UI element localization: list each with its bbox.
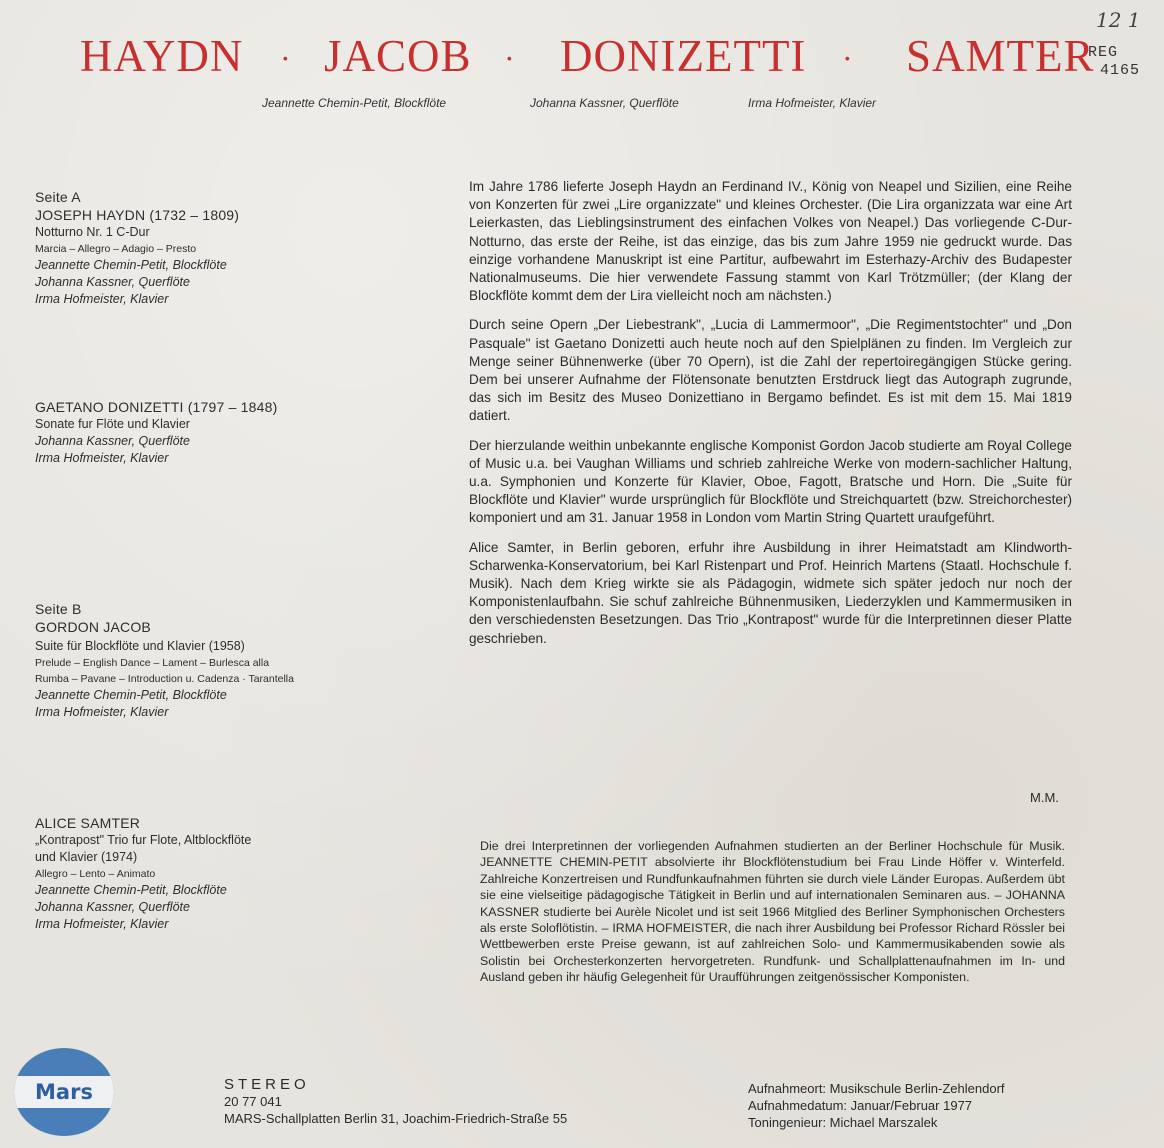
performer-2: Johanna Kassner, Querflöte: [530, 96, 679, 110]
composer-dates: (1732 – 1809): [149, 207, 240, 223]
work-title: „Kontrapost" Trio fur Flote, Altblockflöte: [35, 833, 252, 847]
movements: Allegro – Lento – Animato: [35, 868, 156, 880]
mars-logo: [14, 1048, 114, 1136]
notes-author: M.M.: [1030, 790, 1059, 805]
catalog-number: 20 77 041: [224, 1094, 282, 1109]
label-address: MARS-Schallplatten Berlin 31, Joachim-Friedrich-Straße 55: [224, 1111, 568, 1126]
performer: Johanna Kassner, Querflöte: [35, 275, 190, 289]
logo-text: Mars: [35, 1080, 93, 1104]
jacob-block: [35, 600, 435, 721]
performer: Johanna Kassner, Querflöte: [35, 434, 190, 448]
side-b-label: Seite B: [35, 601, 82, 617]
haydn-block: [35, 188, 435, 308]
performer-3: Irma Hofmeister, Klavier: [748, 96, 877, 110]
notes-paragraph-samter: Alice Samter, in Berlin geboren, erfuhr ihre Ausbildung in ihrer Heimatstadt am Klindworth-Scharwenka-Konservatorium, bei Karl Ristenpart und Prof. Heinrich Martens (Staatl. Hochschule f. Musik). Nach dem Krieg wirkte sie als Pädagogin, widmete sich später jedoch nur noch der Komponistenlaufbahn. Sie schuf zahlreiche Bühnenmusiken, Liederzyklen und Kammermusiken in den verschiedensten Besetzungen. Das Trio „Kontrapost" wurde für die Interpretinnen dieser Platte geschrieben.: [469, 539, 1072, 646]
composer-name: GORDON JACOB: [35, 619, 151, 635]
performer: Irma Hofmeister, Klavier: [35, 705, 169, 719]
stamp-line-1: REG: [1088, 44, 1119, 61]
title-jacob: JACOB: [324, 31, 472, 81]
donizetti-block: [35, 398, 435, 467]
movements: Marcia – Allegro – Adagio – Presto: [35, 243, 197, 255]
composer-name: JOSEPH HAYDN: [35, 207, 146, 223]
performer: Irma Hofmeister, Klavier: [35, 917, 169, 931]
haydn-heading: [35, 206, 435, 224]
performer: Jeannette Chemin-Petit, Blockflöte: [35, 688, 227, 702]
performer: Jeannette Chemin-Petit, Blockflöte: [35, 883, 227, 897]
performers-bio: Die drei Interpretinnen der vorliegenden Aufnahmen studierten an der Berliner Hochschule für Musik. JEANNETTE CHEMIN-PETIT absolvierte ihr Blockflötenstudium bei Frau Linde Höffer v. Winterfeld. Zahlreiche Konzertreisen und Rundfunkaufnahmen führten sie durch viele Länder Europas. Außerdem übt sie eine vielseitige pädagogische Tätigkeit in Berlin und auf internationalen Seminaren aus. – JOHANNA KASSNER studierte bei Aurèle Nicolet und ist seit 1966 Mitglied des Berliner Symphonischen Orchesters als erste Soloflötistin. – IRMA HOFMEISTER, die nach ihrer Ausbildung bei Professor Richard Rössler bei Wettbewerben erste Preise gewann, ist auf zahlreichen Solo- und Kammermusikabenden sowie als Solistin bei Orchesterkonzerten hervorgetreten. Rundfunk- und Schallplattenaufnahmen im In- und Ausland geben ihr häufig Gelegenheit für Uraufführungen zeitgenössischer Komponisten.: [480, 839, 1065, 985]
performer: Jeannette Chemin-Petit, Blockflöte: [35, 258, 227, 272]
sound-engineer: Toningenieur: Michael Marszalek: [748, 1115, 938, 1130]
work-title-cont: und Klavier (1974): [35, 850, 138, 864]
performer: Irma Hofmeister, Klavier: [35, 292, 169, 306]
work-title: Notturno Nr. 1 C-Dur: [35, 225, 150, 239]
recording-place: Aufnahmeort: Musikschule Berlin-Zehlendorf: [748, 1081, 1005, 1096]
performer-1: Jeannette Chemin-Petit, Blockflöte: [262, 96, 447, 110]
title-donizetti: DONIZETTI: [560, 31, 807, 81]
title-separator: ·: [842, 40, 854, 76]
label-info: [224, 1076, 567, 1127]
composer-name: ALICE SAMTER: [35, 815, 141, 831]
movements: Prelude – English Dance – Lament – Burlesca alla: [35, 657, 270, 669]
recording-date: Aufnahmedatum: Januar/Februar 1977: [748, 1098, 973, 1113]
composer-dates: (1797 – 1848): [187, 399, 278, 415]
movements: Rumba – Pavane – Introduction u. Cadenza · Tarantella: [35, 673, 294, 685]
donizetti-heading: [35, 398, 435, 416]
title-samter: SAMTER: [906, 31, 1095, 81]
title-haydn: HAYDN: [80, 31, 244, 81]
side-a-label: Seite A: [35, 189, 81, 205]
notes-paragraph-haydn: Im Jahre 1786 lieferte Joseph Haydn an Ferdinand IV., König von Neapel und Sizilien, eine Reihe von Konzerten für zwei „Lire organizzate" und kleines Orchester. (Die Lira organizzata war eine Art Leierkasten, das Lieblingsinstrument des einfachen Volkes von Neapel.) Das vorliegende C-Dur-Notturno, das erste der Reihe, ist das einzige, das bis zum Jahre 1959 nie gedruckt wurde. Das einzige vorhandene Manuskript ist eine Partitur, aufbewahrt im Esterhazy-Archiv des Budapester Nationalmuseums. Die hier verwendete Fassung stammt von Karl Trötzmüller; (der Klang der Blockflöte kommt dem der Lira vielleicht noch am nächsten.): [469, 179, 1072, 304]
recording-info: [748, 1080, 1005, 1131]
composer-name: GAETANO DONIZETTI: [35, 399, 184, 415]
performer: Irma Hofmeister, Klavier: [35, 451, 169, 465]
work-title: Sonate fur Flöte und Klavier: [35, 417, 190, 431]
samter-block: [35, 814, 435, 933]
catalog-stamp: [1088, 44, 1164, 96]
composers-title: [0, 30, 1164, 90]
stamp-line-2: 4165: [1100, 62, 1141, 79]
title-separator: ·: [280, 40, 292, 76]
handwritten-mark: 12 1: [1096, 8, 1141, 32]
title-separator: ·: [504, 40, 516, 76]
liner-notes: [469, 178, 1072, 659]
notes-paragraph-donizetti: Durch seine Opern „Der Liebestrank", „Lucia di Lammermoor", „Die Regimentstochter" und „Don Pasquale" ist Gaetano Donizetti auch heute noch auf den Spielplänen zu finden. Im Vergleich zur Menge seiner Bühnenwerke (über 70 Opern), ist die Zahl der repertoiregängigen Stücke gering. Dem bei unserer Aufnahme der Flötensonate benutzten Erstdruck liegt das Autograph zugrunde, das sich im Besitz des Museo Donizettiano in Bergamo befindet. Es ist mit dem 15. Mai 1819 datiert.: [469, 317, 1072, 424]
notes-paragraph-jacob: Der hierzulande weithin unbekannte englische Komponist Gordon Jacob studierte am Royal College of Music u.a. bei Vaughan Williams und schrieb zahlreiche Werke von modern-sachlicher Haltung, u.a. Symphonien und Konzerte für Klavier, Oboe, Fagott, Bratsche und Horn. Die „Suite für Blockflöte und Klavier" wurde ursprünglich für Blockflöte und Streichquartett (bzw. Streichorchester) komponiert und am 31. Januar 1958 in London vom Martin String Quartett uraufgeführt.: [469, 437, 1072, 526]
performer: Johanna Kassner, Querflöte: [35, 900, 190, 914]
performers-line: [0, 96, 1164, 114]
stereo-label: STEREO: [224, 1076, 310, 1093]
work-title: Suite für Blockflöte und Klavier (1958): [35, 639, 245, 653]
